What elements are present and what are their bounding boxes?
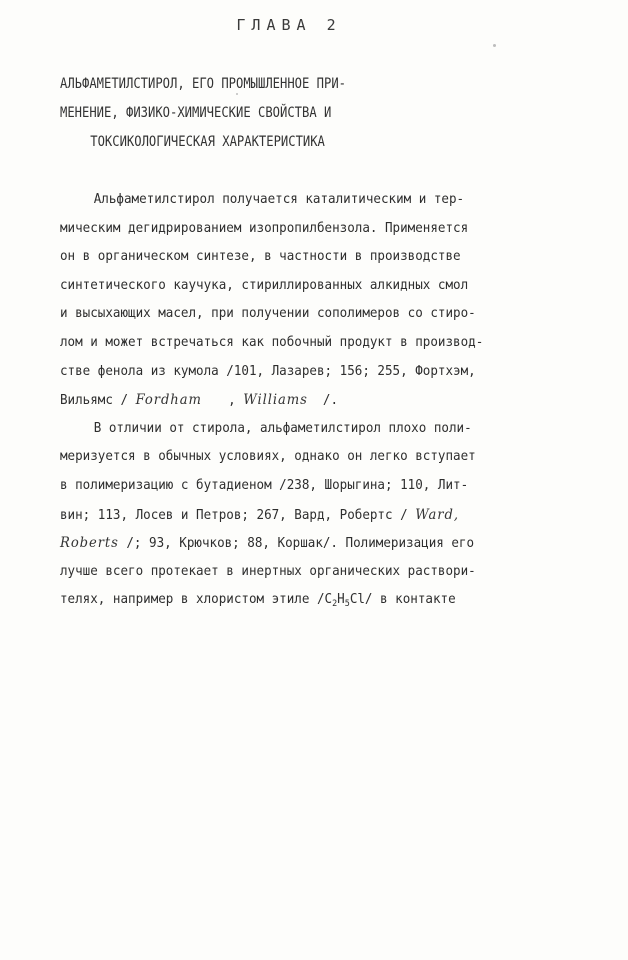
paragraph-2-line-5 xyxy=(60,529,585,558)
handwritten-fordham: Fordham xyxy=(135,392,202,409)
citation-end: /. xyxy=(315,393,339,409)
paragraph-2-line-6: лучше всего протекает в инертных органических раствори- xyxy=(60,563,476,579)
formula-subscript-2: 2 xyxy=(332,599,338,610)
formula-h: H xyxy=(337,592,345,608)
handwritten-williams: Williams xyxy=(243,392,308,409)
title-line-1: АЛЬФАМЕТИЛСТИРОЛ, ЕГО ПРОМЫШЛЕННОЕ ПРИ- xyxy=(60,76,346,92)
paragraph-1-line-2: мическим дегидрированием изопропилбензола. Применяется xyxy=(60,220,469,236)
paragraph-2-line-1: В отличии от стирола, альфаметилстирол плохо поли- xyxy=(93,420,472,436)
paragraph-1-line-6: лом и может встречаться как побочный продукт в производ- xyxy=(60,334,484,350)
title-line-3: ТОКСИКОЛОГИЧЕСКАЯ ХАРАКТЕРИСТИКА xyxy=(90,134,325,150)
body-text xyxy=(60,186,620,615)
title-line-2: МЕНЕНИЕ, ФИЗИКО-ХИМИЧЕСКИЕ СВОЙСТВА И xyxy=(60,105,332,121)
paragraph-2-line-7 xyxy=(60,586,585,615)
citation-text: /; 93, Крючков; 88, Коршак/. Полимеризация его xyxy=(118,536,475,552)
paragraph-1-line-5: и высыхающих масел, при получении сополимеров со стиро- xyxy=(60,306,476,322)
paragraph-1-line-1: Альфаметилстирол получается каталитическим и тер- xyxy=(93,192,465,207)
handwritten-ward: Ward, xyxy=(415,506,459,523)
paper-speck xyxy=(236,93,238,95)
chapter-heading: ГЛАВА 2 xyxy=(236,16,342,34)
paragraph-2-line-3: в полимеризацию с бутадиеном /238, Шорыгина; 110, Лит- xyxy=(60,477,469,493)
handwritten-roberts: Roberts xyxy=(60,535,119,552)
paper-speck xyxy=(493,44,496,47)
paragraph-2-line-4 xyxy=(60,501,585,530)
formula-prefix: телях, например в хлористом этиле /C xyxy=(60,592,333,608)
paragraph-1-line-3: он в органическом синтезе, в частности в производстве xyxy=(60,249,461,265)
chapter-title xyxy=(60,70,497,157)
formula-suffix: Cl/ в контакте xyxy=(349,592,456,608)
paragraph-1-line-8 xyxy=(60,386,585,415)
formula-subscript-5: 5 xyxy=(344,599,350,610)
citation-separator: , xyxy=(220,393,244,409)
paragraph-2-line-2: меризуется в обычных условиях, однако он легко вступает xyxy=(60,449,476,465)
citation-text: вин; 113, Лосев и Петров; 267, Вард, Робертс / xyxy=(60,507,416,523)
paragraph-1-line-4: синтетического каучука, стириллированных алкидных смол xyxy=(60,277,469,293)
paragraph-1-line-7: стве фенола из кумола /101, Лазарев; 156; 255, Фортхэм, xyxy=(60,363,476,379)
citation-text: Вильямс / xyxy=(60,393,136,409)
